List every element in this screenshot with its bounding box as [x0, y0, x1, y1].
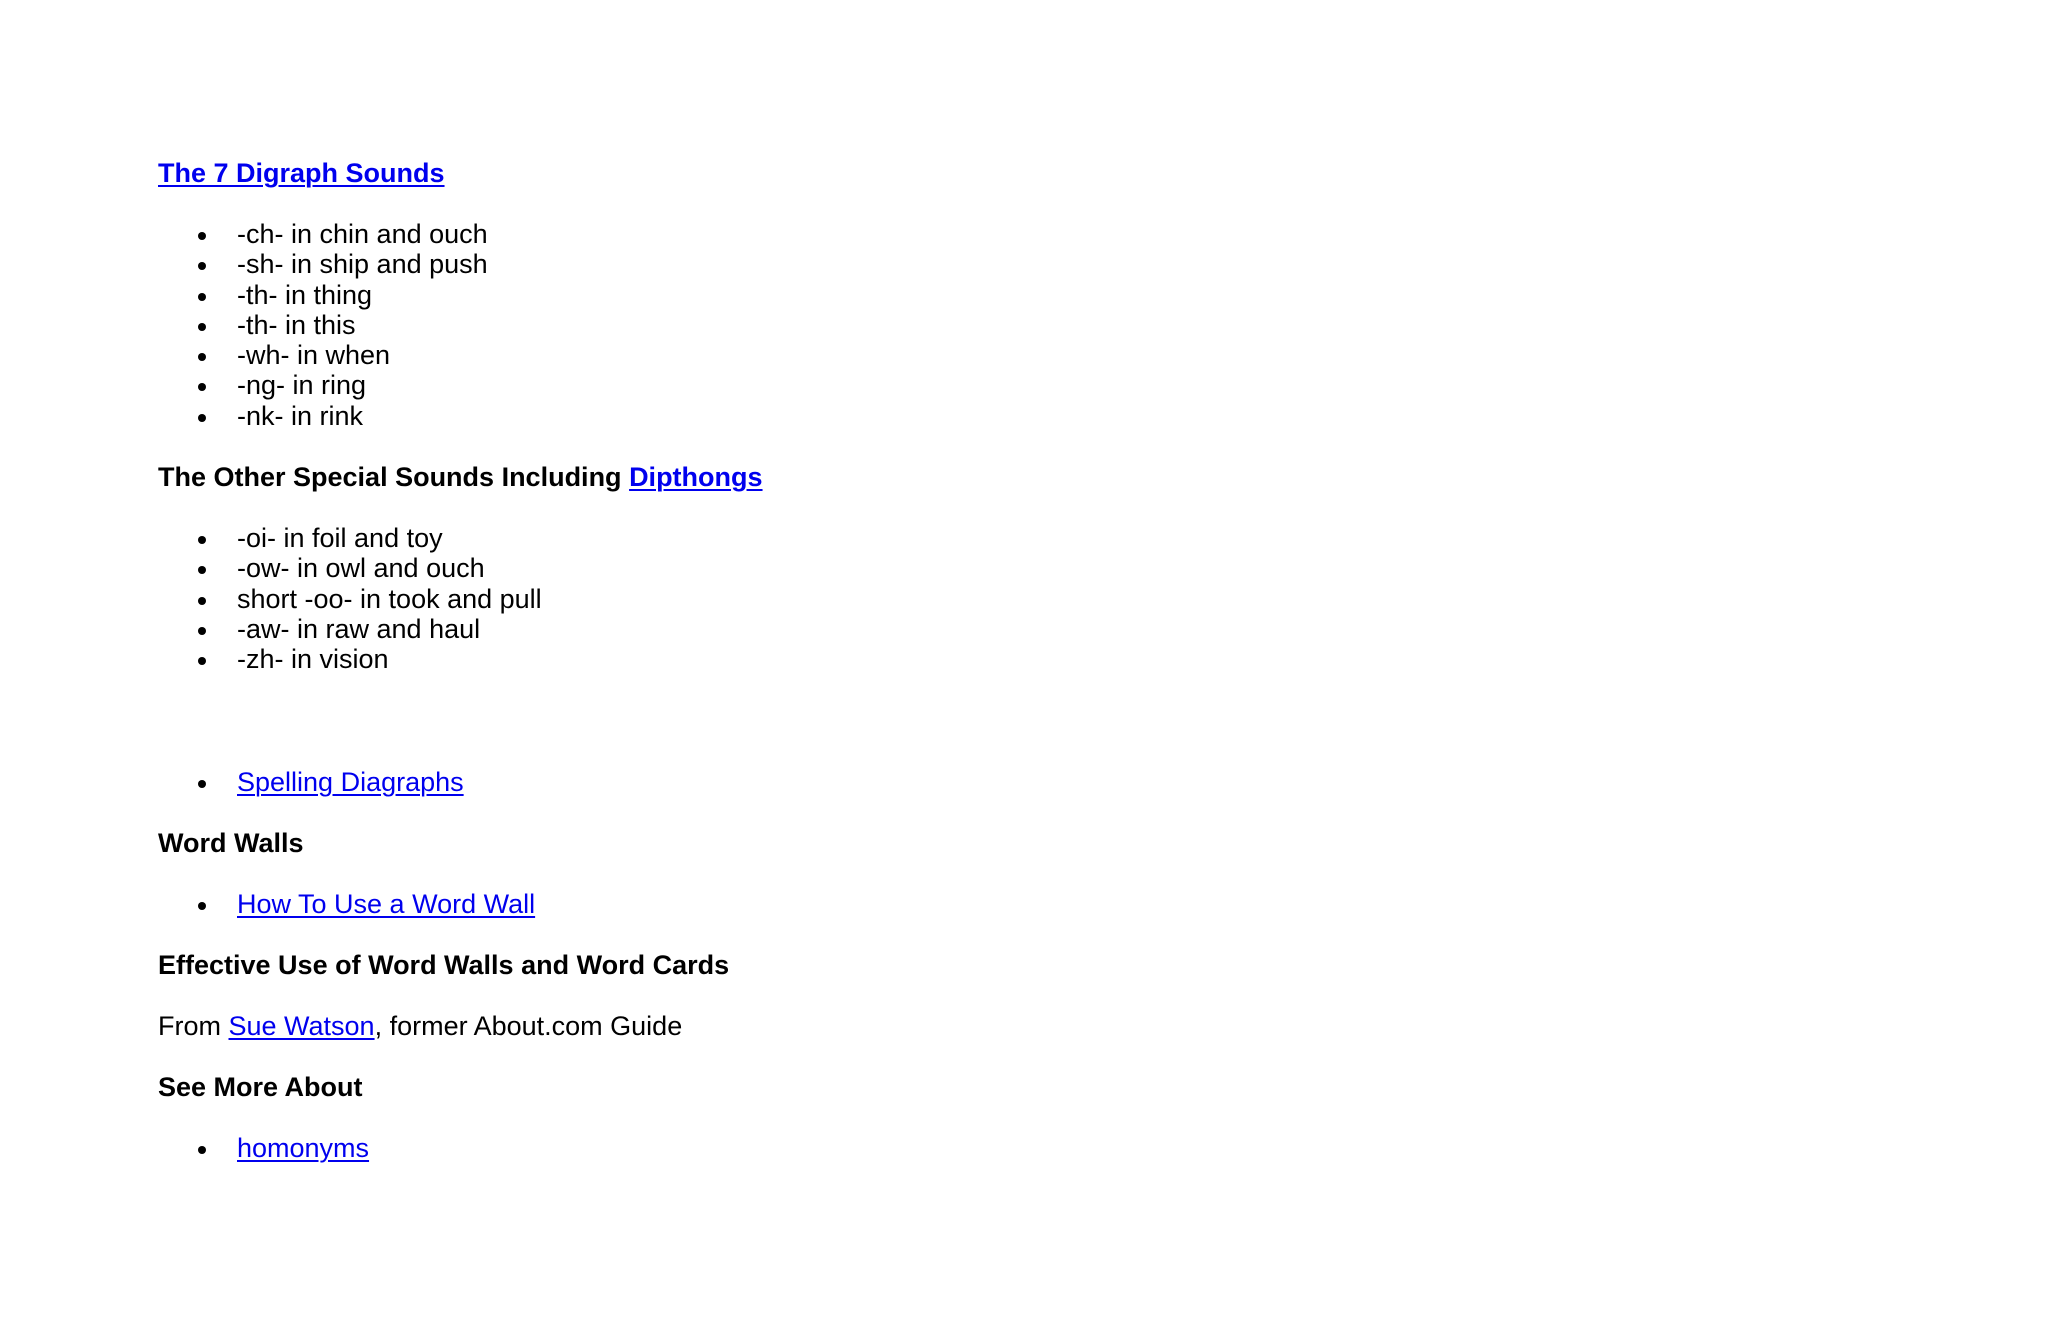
word-walls-list — [158, 889, 535, 919]
list-item — [158, 767, 464, 797]
list-item — [158, 340, 488, 370]
list-item — [158, 889, 535, 919]
list-item-text: -ng- in ring — [237, 370, 367, 401]
homonyms-link[interactable]: homonyms — [237, 1133, 370, 1163]
bullet-icon — [198, 383, 206, 391]
see-more-list — [158, 1133, 369, 1163]
digraph-list — [158, 219, 488, 431]
list-item-text: -wh- in when — [237, 340, 391, 371]
list-item-text: -ow- in owl and ouch — [237, 553, 485, 584]
bullet-icon — [198, 627, 206, 635]
list-item-text: -ch- in chin and ouch — [237, 219, 488, 249]
bullet-icon — [198, 323, 206, 331]
list-item-text: -th- in thing — [237, 279, 373, 310]
list-item-text: -aw- in raw and haul — [237, 613, 481, 644]
list-item — [158, 249, 488, 279]
bullet-icon — [198, 262, 206, 270]
bullet-icon — [198, 293, 206, 301]
list-item — [158, 614, 542, 644]
author-link[interactable]: Sue Watson — [228, 1011, 375, 1041]
list-item-text: -th- in this — [237, 309, 356, 340]
list-item — [158, 1133, 369, 1163]
see-more-heading: See More About — [158, 1072, 363, 1102]
spelling-diagraphs-link[interactable]: Spelling Diagraphs — [237, 767, 464, 797]
author-prefix: From — [158, 1011, 229, 1041]
dipthongs-link[interactable]: Dipthongs — [629, 462, 763, 492]
list-item-text: -oi- in foil and toy — [237, 523, 443, 553]
list-item-text: short -oo- in took and pull — [237, 583, 542, 614]
digraph-sounds-link[interactable]: The 7 Digraph Sounds — [158, 158, 445, 188]
author-suffix: , former About.com Guide — [374, 1011, 683, 1041]
special-sounds-heading — [158, 462, 763, 492]
spelling-list — [158, 767, 464, 797]
author-line — [158, 1011, 682, 1041]
list-item — [158, 553, 542, 583]
bullet-icon — [198, 353, 206, 361]
bullet-icon — [198, 597, 206, 605]
list-item — [158, 310, 488, 340]
list-item — [158, 219, 488, 249]
list-item — [158, 584, 542, 614]
bullet-icon — [198, 414, 206, 422]
bullet-icon — [198, 232, 206, 240]
bullet-icon — [198, 1146, 206, 1154]
special-sounds-list — [158, 523, 542, 674]
word-wall-link[interactable]: How To Use a Word Wall — [237, 889, 536, 919]
special-sounds-heading-text: The Other Special Sounds Including — [158, 462, 630, 492]
bullet-icon — [198, 536, 206, 544]
bullet-icon — [198, 780, 206, 788]
effective-use-heading: Effective Use of Word Walls and Word Cards — [158, 950, 730, 980]
list-item-text: -zh- in vision — [237, 644, 389, 675]
bullet-icon — [198, 566, 206, 574]
list-item-text: -sh- in ship and push — [237, 249, 488, 280]
list-item — [158, 370, 488, 400]
list-item — [158, 644, 542, 674]
list-item — [158, 523, 542, 553]
list-item — [158, 401, 488, 431]
bullet-icon — [198, 657, 206, 665]
digraph-sounds-heading — [158, 158, 445, 188]
bullet-icon — [198, 902, 206, 910]
list-item-text: -nk- in rink — [237, 400, 364, 431]
list-item — [158, 280, 488, 310]
word-walls-heading: Word Walls — [158, 828, 304, 858]
